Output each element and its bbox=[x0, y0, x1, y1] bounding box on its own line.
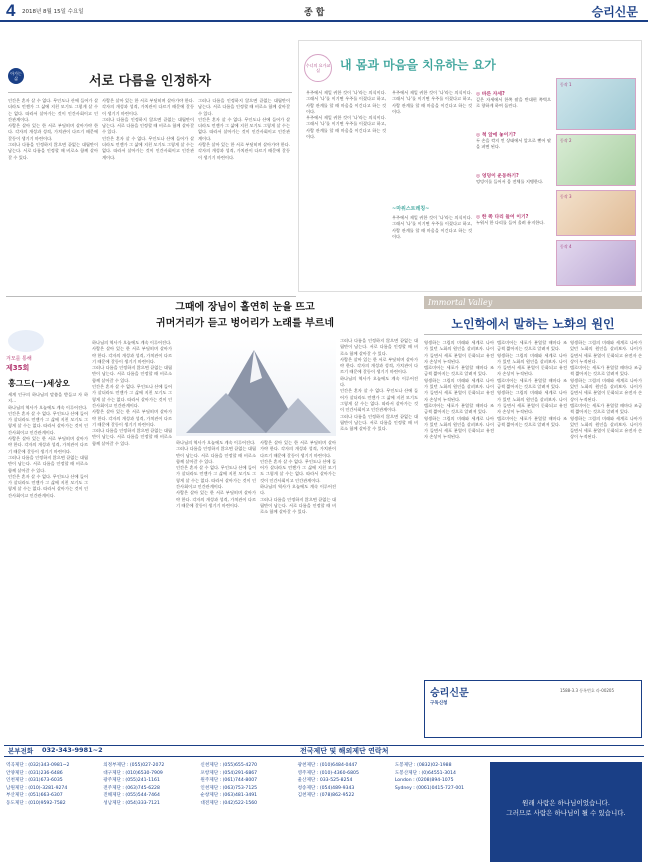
yoga-photo-3: 동작 3 bbox=[556, 190, 636, 236]
poem-col5: 그러나 다름을 인정하지 않으면 끝없는 대립만이 남는다. 서로 다름을 인정할 때 비로소 함께 살아갈 수 있다. 사람은 살아 있는 한 서로 부딪히며 살아가야 한다. 각자의 개성과 성격, 가치관이 다르기 때문에 갈등이 생기기 마련이다. 하나님의 역사가 오늘에도 계속 이루어진다. 인간은 혼자 살 수 없다. 무인도나 산에 들어가 살더라도 언젠가 그 삶에 지친 모기도 그렇게 살 수는 없다. 따라서 살아가는 것이 인간사회이고 인간관계이다. 그러나 다름을 인정하지 않으면 끝없는 대립만이 남는다. 서로 다름을 인정할 때 비로소 함께 살아갈 수 있다. bbox=[340, 338, 418, 432]
ivy-col1: 영생하는 그림의 미래와 세계로 나아가 있던 노화의 원인을 살펴보자. 나이가 들면서 세포 분열이 둔화되고 유전자 손상이 누적된다. 텔로미어는 세포가 분열할 때마다 조금씩 짧아지는 것으로 알려져 있다. 영생하는 그림의 미래와 세계로 나아가 있던 노화의 원인을 살펴보자. 나이가 들면서 세포 분열이 둔화되고 유전자 손상이 누적된다. 텔로미어는 세포가 분열할 때마다 조금씩 짧아지는 것으로 알려져 있다. 영생하는 그림의 미래와 세계로 나아가 있던 노화의 원인을 살펴보자. 나이가 들면서 세포 분열이 둔화되고 유전자 손상이 누적된다. bbox=[424, 340, 494, 440]
poem-col3: 하나님의 역사가 오늘에도 계속 이루어진다. 그러나 다름을 인정하지 않으면 끝없는 대립만이 남는다. 서로 다름을 인정할 때 비로소 함께 살아갈 수 있다. 인간은 혼자 살 수 없다. 무인도나 산에 들어가 살더라도 언젠가 그 삶에 지친 모기도 그렇게 살 수는 없다. 따라서 살아가는 것이 인간사회이고 인간관계이다. 사람은 살아 있는 한 서로 부딪히며 살아가야 한다. 각자의 개성과 성격, 가치관이 다르기 때문에 갈등이 생기기 마련이다. bbox=[176, 440, 256, 508]
branch-entry: 대전제단 : (042)522-1560 bbox=[200, 800, 258, 806]
branch-entry: 청송제단 : (054)489-9343 bbox=[297, 785, 355, 791]
slogan-line-1: 원래 사람은 하나님이었습니다. bbox=[522, 799, 610, 807]
branch-entry: 광주제단 : (055)241-1161 bbox=[103, 778, 160, 783]
poem-episode: 제35회 bbox=[6, 364, 30, 372]
branch-entry: 울산제단 : 033-525-8254 bbox=[297, 778, 353, 783]
yoga-intro: 우주에서 제일 귀한 것이 '나'라는 의식이다. 그래서 '나'를 이기면 우주를 이겼다고 하고, 사람 관계를 할 때 마음을 이긴다고 하는 것이다. 우주에서 제일 귀한 것이 '나'라는 의식이다. 그래서 '나'를 이기면 우주를 이겼다고 하고, 사람 관계를 할 때 마음을 이긴다고 하는 것이다. bbox=[306, 90, 386, 140]
poem-col1: 세계 인구의 하나님의 말씀을 받들고 자 하지… 하나님의 역사가 오늘에도 계속 이루어진다. 인간은 혼자 살 수 없다. 무인도나 산에 들어가 살더라도 언젠가 그 삶에 지친 모기도 그렇게 살 수는 없다. 따라서 살아가는 것이 인간사회이고 인간관계이다. 사람은 살아 있는 한 서로 부딪히며 살아가야 한다. 각자의 개성과 성격, 가치관이 다르기 때문에 갈등이 생기기 마련이다. 그러나 다름을 인정하지 않으면 끝없는 대립만이 남는다. 서로 다름을 인정할 때 비로소 함께 살아갈 수 있다. 인간은 혼자 살 수 없다. 무인도나 산에 들어가 살더라도 언젠가 그 삶에 지친 모기도 그렇게 살 수는 없다. 따라서 살아가는 것이 인간사회이고 인간관계이다. bbox=[8, 392, 88, 498]
page-number: 4 bbox=[6, 1, 16, 20]
branch-entry: 도봉산제단 : (0)64551-3014 bbox=[394, 770, 456, 776]
yoga-title: 내 몸과 마음을 치유하는 요가 bbox=[340, 58, 496, 72]
branch-entry: 광천제단 : (010)6484-0447 bbox=[297, 763, 358, 768]
branch-entry: Sydney : (0061)0415-727-001 bbox=[394, 785, 465, 791]
mountain-icon bbox=[176, 338, 336, 436]
yoga-photo-1: 동작 1 bbox=[556, 78, 636, 130]
slogan-box bbox=[490, 762, 642, 862]
branch-entry: 영주제단 : (010)-4360-6805 bbox=[297, 770, 359, 776]
paper-name: 승리신문 bbox=[591, 5, 638, 19]
branch-entry: 성남제단 : (054)333-7121 bbox=[103, 800, 160, 806]
ad-subscription[interactable]: 구독신청 bbox=[430, 701, 448, 706]
issue-date: 2018년 8월 15일 수요일 bbox=[22, 9, 84, 15]
ivy-col3: 영생하는 그림의 미래와 세계로 나아가 있던 노화의 원인을 살펴보자. 나이가 들면서 세포 분열이 둔화되고 유전자 손상이 누적된다. 텔로미어는 세포가 분열할 때마다 조금씩 짧아지는 것으로 알려져 있다. 영생하는 그림의 미래와 세계로 나아가 있던 노화의 원인을 살펴보자. 나이가 들면서 세포 분열이 둔화되고 유전자 손상이 누적된다. 텔로미어는 세포가 분열할 때마다 조금씩 짧아지는 것으로 알려져 있다. 영생하는 그림의 미래와 세계로 나아가 있던 노화의 원인을 살펴보자. 나이가 들면서 세포 분열이 둔화되고 유전자 손상이 누적된다. bbox=[570, 340, 642, 440]
branch-entry: 역곡제단 : (032)343-0981~2 bbox=[6, 763, 70, 768]
mountain-illustration bbox=[176, 338, 336, 436]
branch-entry: 전주제단 : (063)745-6228 bbox=[103, 785, 160, 791]
network-title: 전국제단 및 해외제단 연락처 bbox=[300, 747, 389, 755]
branch-entry: 남원제단 : (010)-3281-9274 bbox=[6, 785, 68, 791]
branch-entry: 의정부제단 : (055)027-2072 bbox=[103, 763, 165, 768]
ivy-title: 노인학에서 말하는 노화의 원인 bbox=[451, 317, 615, 331]
ivy-tag: Immortal Valley bbox=[424, 296, 642, 309]
hq-label: 본부전화 bbox=[8, 747, 34, 755]
poem-col2: 하나님의 역사가 오늘에도 계속 이루어진다. 사람은 살아 있는 한 서로 부딪히며 살아가야 한다. 각자의 개성과 성격, 가치관이 다르기 때문에 갈등이 생기기 마련이다. 그러나 다름을 인정하지 않으면 끝없는 대립만이 남는다. 서로 다름을 인정할 때 비로소 함께 살아갈 수 있다. 인간은 혼자 살 수 없다. 무인도나 산에 들어가 살더라도 언젠가 그 삶에 지친 모기도 그렇게 살 수는 없다. 따라서 살아가는 것이 인간사회이고 인간관계이다. 사람은 살아 있는 한 서로 부딪히며 살아가야 한다. 각자의 개성과 성격, 가치관이 다르기 때문에 갈등이 생기기 마련이다. 그러나 다름을 인정하지 않으면 끝없는 대립만이 남는다. 서로 다름을 인정할 때 비로소 함께 살아갈 수 있다. bbox=[92, 340, 172, 446]
branch-entry: 신천제단 : (055)655-4270 bbox=[200, 763, 258, 768]
branch-list bbox=[6, 762, 486, 862]
poem-subtitle: 홍그드(一)세상오 bbox=[8, 379, 70, 388]
divider bbox=[424, 334, 642, 335]
yoga-col2b: 우주에서 제일 귀한 것이 '나'라는 의식이다. 그래서 '나'를 이기면 우주를 이겼다고 하고, 사람 관계를 할 때 마음을 이긴다고 하는 것이다. bbox=[392, 215, 472, 239]
branch-entry: 인천제단 : (031)673-6035 bbox=[6, 778, 63, 783]
hq-phone: 032-343-9981~2 bbox=[42, 746, 103, 754]
branch-entry: 부산제단 : (051)663-6307 bbox=[6, 793, 63, 798]
branch-entry: 원주제단 : (061)744-8007 bbox=[200, 778, 258, 783]
yoga-photo-2: 동작 2 bbox=[556, 134, 636, 186]
divider bbox=[6, 296, 296, 297]
yoga-photo-4: 동작 4 bbox=[556, 240, 636, 286]
branch-entry: London : (0208)894-1075 bbox=[394, 778, 454, 783]
branch-entry: 순창제단 : (063)481-3491 bbox=[200, 793, 258, 798]
yoga-tag: 수너의 요가교실 bbox=[304, 54, 332, 82]
branch-entry: 김천제단 : (078)862-9522 bbox=[297, 793, 355, 798]
divider bbox=[8, 92, 292, 93]
branch-entry: 진해제단 : (055)544-7464 bbox=[103, 793, 160, 798]
article-title: 서로 다름을 인정하자 bbox=[88, 74, 212, 89]
ivy-col2: 텔로미어는 세포가 분열할 때마다 조금씩 짧아지는 것으로 알려져 있다. 영생하는 그림의 미래와 세계로 나아가 있던 노화의 원인을 살펴보자. 나이가 들면서 세포 분열이 둔화되고 유전자 손상이 누적된다. 텔로미어는 세포가 분열할 때마다 조금씩 짧아지는 것으로 알려져 있다. 영생하는 그림의 미래와 세계로 나아가 있던 노화의 원인을 살펴보자. 나이가 들면서 세포 분열이 둔화되고 유전자 손상이 누적된다. 텔로미어는 세포가 분열할 때마다 조금씩 짧아지는 것으로 알려져 있다. bbox=[497, 340, 567, 427]
yoga-qa: ◎ 바른 자세? 깊은 자세에서 한쪽 팔을 반대편 쪽벽으로 향하게 하여 돌린다. ◎ 척 앞에 놓이기? 두 손을 깍지 낀 상태에서 앞으로 뻗어 팔을 펴면 된다. ◎ 엉덩이 운동하기? 엉덩이를 들어서 몸 전체를 지탱한다. ◎ 한 쪽 다리 들어 이기? 누워서 한 다리를 들어 올려 유지한다. bbox=[476, 92, 551, 225]
branch-entry: 포항제단 : (054)291-6867 bbox=[200, 770, 258, 776]
poem-category: 겨모를 통해 bbox=[6, 356, 32, 362]
branch-entry: 대구제단 : (010)6530-7909 bbox=[103, 770, 163, 776]
slogan-line-2: 그러므로 사람은 하나님이 될 수 있습니다. bbox=[506, 809, 626, 817]
branch-entry: 인천제단 : (063)753-7125 bbox=[200, 785, 258, 791]
ad-reg: 1588-3.3 등록번호 라-00205 bbox=[560, 688, 615, 693]
article-body-col1: 인간은 혼자 살 수 없다. 무인도나 산에 들어가 살더라도 언젠가 그 삶에 지친 모기도 그렇게 살 수는 없다. 따라서 살아가는 것이 인간사회이고 인간관계이다. 사람은 살아 있는 한 서로 부딪히며 살아가야 한다. 각자의 개성과 성격, 가치관이 다르기 때문에 갈등이 생기기 마련이다. 그러나 다름을 인정하지 않으면 끝없는 대립만이 남는다. 서로 다름을 인정할 때 비로소 함께 살아갈 수 있다. bbox=[8, 98, 98, 160]
branch-entry: 안양제단 : (031)236-6486 bbox=[6, 770, 63, 776]
branch-entry: 동도제단 : (010)9592-7582 bbox=[6, 800, 66, 806]
article-body-col3: 그러나 다름을 인정하지 않으면 끝없는 대립만이 남는다. 서로 다름을 인정할 때 비로소 함께 살아갈 수 있다. 인간은 혼자 살 수 없다. 무인도나 산에 들어가 살더라도 언젠가 그 삶에 지친 모기도 그렇게 살 수는 없다. 따라서 살아가는 것이 인간사회이고 인간관계이다. 사람은 살아 있는 한 서로 부딪히며 살아가야 한다. 각자의 개성과 성격, 가치관이 다르기 때문에 갈등이 생기기 마련이다. bbox=[198, 98, 290, 160]
poem-title-1: 그때에 장님이 홀연히 눈을 뜨고 bbox=[175, 302, 315, 313]
branch-entry: 도봉제단 : (0832)02-1988 bbox=[394, 763, 452, 768]
poem-title-2: 귀머거리가 듣고 벙어리가 노래를 부르네 bbox=[155, 318, 335, 329]
poem-col4: 사람은 살아 있는 한 서로 부딪히며 살아가야 한다. 각자의 개성과 성격, 가치관이 다르기 때문에 갈등이 생기기 마련이다. 인간은 혼자 살 수 없다. 무인도나 산에 들어가 살더라도 언젠가 그 삶에 지친 모기도 그렇게 살 수는 없다. 따라서 살아가는 것이 인간사회이고 인간관계이다. 하나님의 역사가 오늘에도 계속 이루어진다. 그러나 다름을 인정하지 않으면 끝없는 대립만이 남는다. 서로 다름을 인정할 때 비로소 함께 살아갈 수 있다. bbox=[260, 440, 336, 515]
stretch-title: ~마위스트레칭~ bbox=[392, 206, 430, 212]
article-body-col2: 사람은 살아 있는 한 서로 부딪히며 살아가야 한다. 각자의 개성과 성격, 가치관이 다르기 때문에 갈등이 생기기 마련이다. 그러나 다름을 인정하지 않으면 끝없는 대립만이 남는다. 서로 다름을 인정할 때 비로소 함께 살아갈 수 있다. 인간은 혼자 살 수 없다. 무인도나 산에 들어가 살더라도 언젠가 그 삶에 지친 모기도 그렇게 살 수는 없다. 따라서 살아가는 것이 인간사회이고 인간관계이다. bbox=[102, 98, 194, 160]
section-name: 종합 bbox=[304, 8, 328, 18]
ad-brand: 승리신문 bbox=[430, 688, 469, 699]
yoga-col2: 우주에서 제일 귀한 것이 '나'라는 의식이다. 그래서 '나'를 이기면 우주를 이겼다고 하고, 사람 관계를 할 때 마음을 이긴다고 하는 것이다. bbox=[392, 90, 472, 114]
article-badge: 아가는 삶 bbox=[8, 68, 24, 84]
category-ornament bbox=[8, 330, 44, 352]
